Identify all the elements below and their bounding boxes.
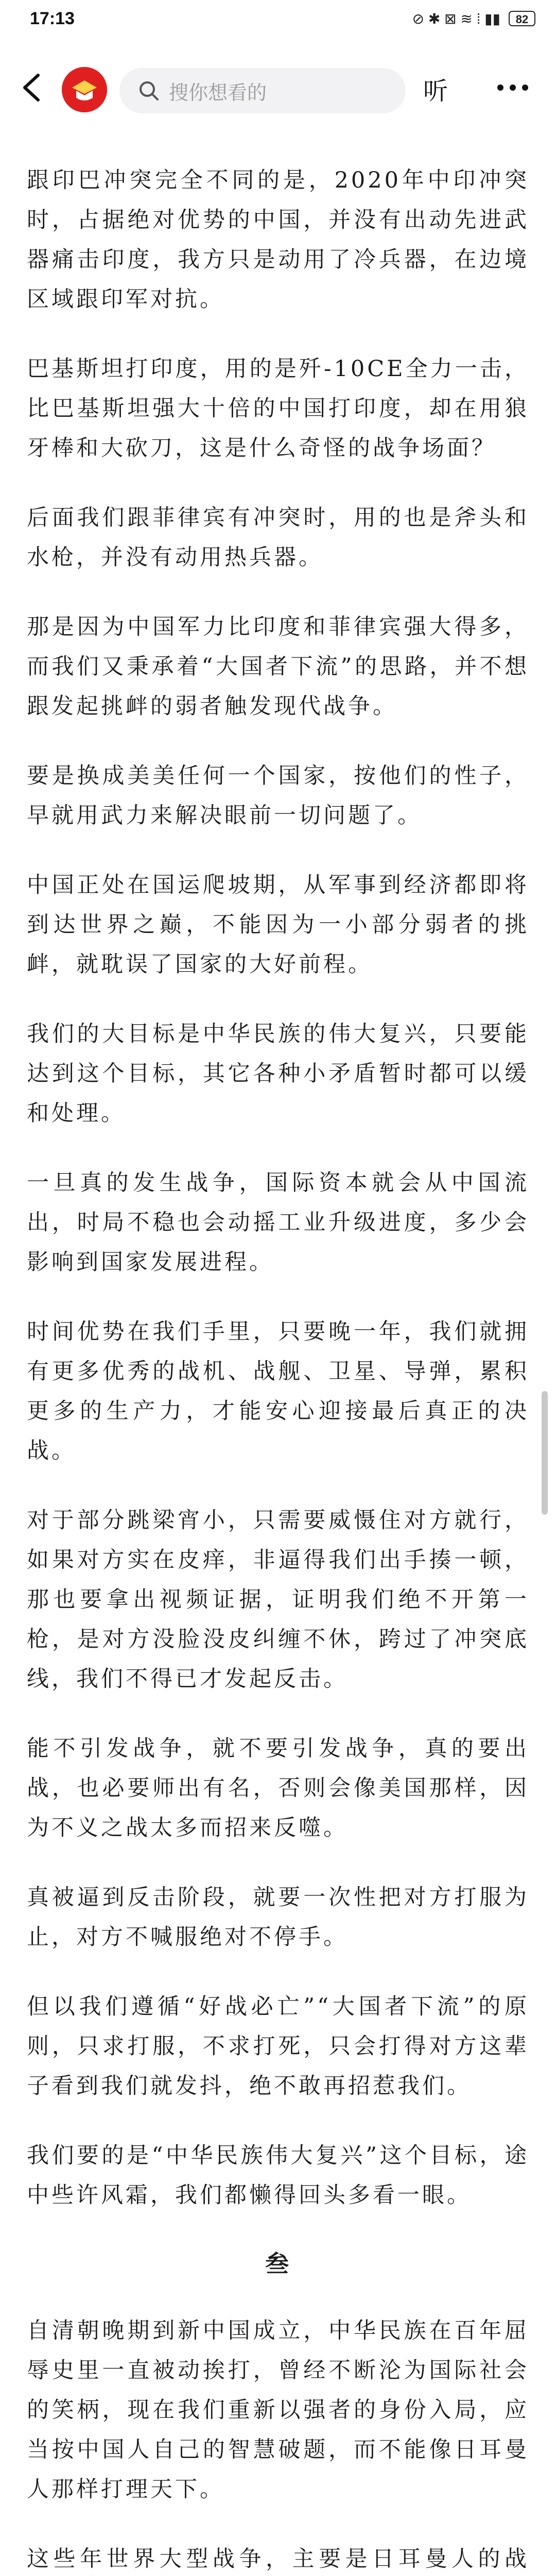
article-paragraph: 那是因为中国军力比印度和菲律宾强大得多，而我们又秉承着“大国者下流”的思路，并不想跟发起挑衅的弱者触发现代战争。 xyxy=(27,614,529,719)
article-paragraph: 我们的大目标是中华民族的伟大复兴，只要能达到这个目标，其它各种小矛盾暂时都可以缓和处理。 xyxy=(27,1021,529,1126)
back-button[interactable] xyxy=(19,72,44,103)
article-paragraph: 时间优势在我们手里，只要晚一年，我们就拥有更多优秀的战机、战舰、卫星、导弹，累积更多的生产力，才能安心迎接最后真正的决战。 xyxy=(27,1319,529,1464)
ellipsis-icon xyxy=(492,71,533,104)
article-paragraph: 自清朝晚期到新中国成立，中华民族在百年屈辱史里一直被动挨打，曾经不断沦为国际社会的笑柄，现在我们重新以强者的身份入局，应当按中国人自己的智慧破题，而不能像日耳曼人那样打理天下。 xyxy=(27,2318,529,2502)
article-paragraph: 要是换成美美任何一个国家，按他们的性子，早就用武力来解决眼前一切问题了。 xyxy=(27,763,529,828)
article-paragraph: 能不引发战争，就不要引发战争，真的要出战，也必要师出有名，否则会像美国那样，因为不义之战太多而招来反噬。 xyxy=(27,1736,529,1841)
search-icon xyxy=(138,80,160,101)
scrollbar-thumb[interactable] xyxy=(542,1391,548,1515)
article-paragraph: 我们要的是“中华民族伟大复兴”这个目标，途中些许风霜，我们都懒得回头多看一眼。 xyxy=(27,2143,529,2208)
top-header xyxy=(0,57,556,118)
headline-logo-icon xyxy=(62,67,107,112)
article-paragraph: 真被逼到反击阶段，就要一次性把对方打服为止，对方不喊服绝对不停手。 xyxy=(27,1885,529,1950)
battery-icon: 82 xyxy=(509,11,535,26)
article-paragraph: 跟印巴冲突完全不同的是，2020年中印冲突时，占据绝对优势的中国，并没有出动先进武器痛击印度，我方只是动用了冷兵器，在边境区域跟印军对抗。 xyxy=(27,167,529,312)
article-paragraph: 这些年世界大型战争，主要是日耳曼人的战 xyxy=(27,2546,529,2572)
article-paragraph: 但以我们遵循“好战必亡”“大国者下流”的原则，只求打服，不求打死，只会打得对方这辈子看到我们就发抖，绝不敢再招惹我们。 xyxy=(27,1994,529,2099)
article-paragraph: 中国正处在国运爬坡期，从军事到经济都即将到达世界之巅，不能因为一小部分弱者的挑衅，就耽误了国家的大好前程。 xyxy=(27,872,529,977)
article-body xyxy=(27,161,529,2576)
chevron-left-icon xyxy=(19,72,44,103)
status-icons xyxy=(412,10,535,27)
article-paragraph: 后面我们跟菲律宾有冲突时，用的也是斧头和水枪，并没有动用热兵器。 xyxy=(27,505,529,570)
status-bar xyxy=(0,0,556,37)
status-indicators: ⊘ ✱ ⊠ ≋ ⁞ ▮▮ xyxy=(412,10,500,27)
listen-button[interactable]: 听 xyxy=(423,77,448,106)
status-time: 17:13 xyxy=(30,8,75,28)
article-paragraph: 对于部分跳梁宵小，只需要威慑住对方就行，如果对方实在皮痒，非逼得我们出手揍一顿，那也要拿出视频证据，证明我们绝不开第一枪，是对方没脸没皮纠缠不休，跨过了冲突底线，我们不得已才发起反击。 xyxy=(27,1507,529,1692)
search-placeholder: 搜你想看的 xyxy=(169,81,267,104)
article-paragraph: 一旦真的发生战争，国际资本就会从中国流出，时局不稳也会动摇工业升级进度，多少会影响到国家发展进程。 xyxy=(27,1170,529,1275)
more-button[interactable] xyxy=(492,71,533,104)
app-logo[interactable] xyxy=(62,67,107,112)
article-paragraph: 巴基斯坦打印度，用的是歼-10CE全力一击，比巴基斯坦强大十倍的中国打印度，却在用狼牙棒和大砍刀，这是什么奇怪的战争场面？ xyxy=(27,356,529,461)
search-input[interactable] xyxy=(119,68,406,113)
section-heading: 叁 xyxy=(265,2250,291,2278)
